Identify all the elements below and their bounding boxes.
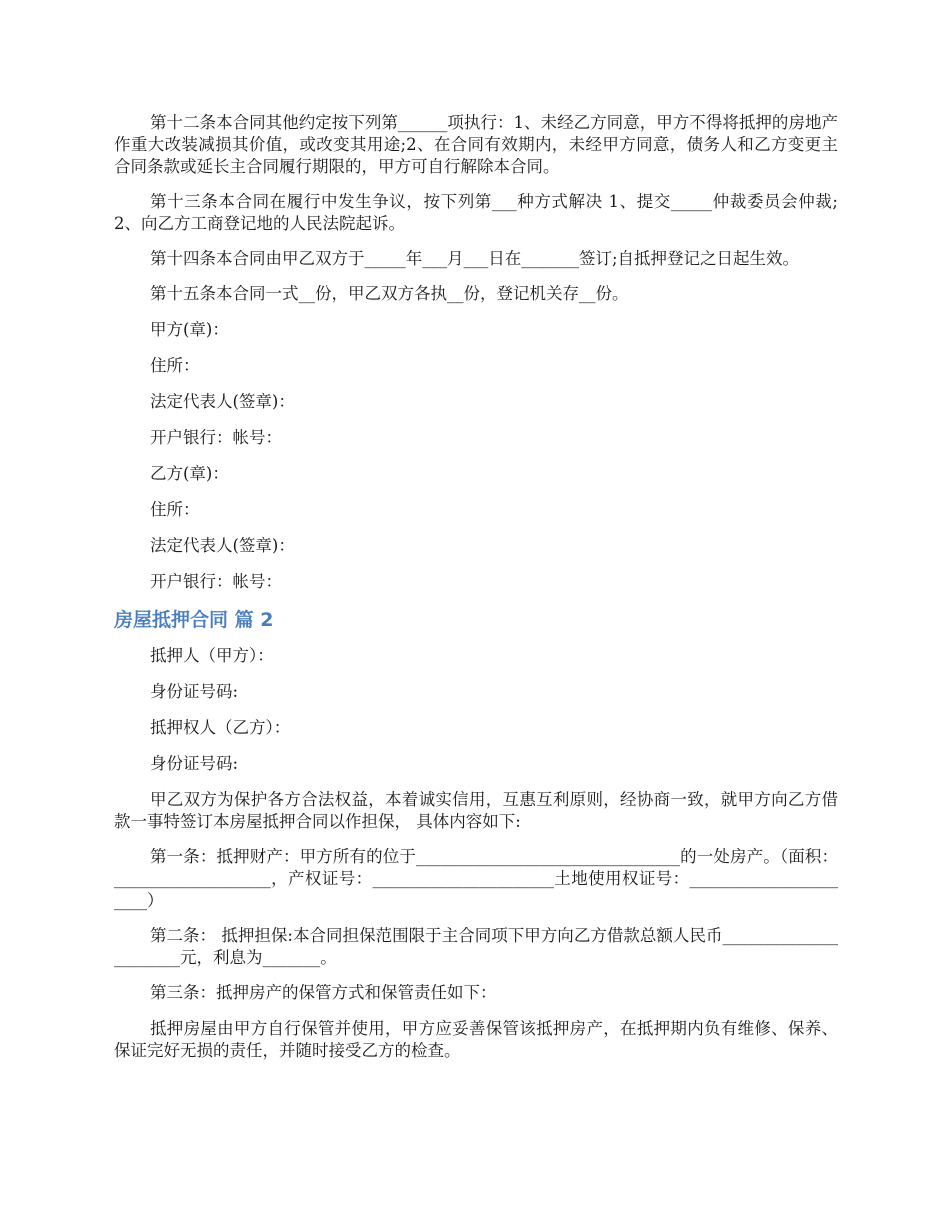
mortgagee-label: 抵押权人（乙方）： (150, 718, 291, 737)
article-14: 第十四条本合同由甲乙双方于_____年___月___日在_______签订;自抵押登记之日起生效。 (150, 249, 800, 268)
party-a-seal: 甲方(章)： (150, 320, 229, 339)
article-3-detail: 抵押房屋由甲方自行保管并使用，甲方应妥善保管该抵押房产，在抵押期内负有维修、保养、保证完好无损的责任，并随时接受乙方的检查。 (114, 1019, 838, 1060)
article-3: 第三条：抵押房产的保管方式和保管责任如下： (150, 983, 497, 1002)
party-a-representative: 法定代表人(签章)： (150, 392, 295, 411)
section-heading: 房屋抵押合同 篇 2 (114, 609, 274, 631)
article-13: 第十三条本合同在履行中发生争议，按下列第___种方式解决 1、提交_____仲裁委员会仲裁;2、向乙方工商登记地的人民法院起诉。 (114, 192, 838, 233)
party-b-bank-account: 开户银行：帐号： (150, 572, 282, 591)
article-1: 第一条：抵押财产：甲方所有的位于________________________________的一处房产。（面积：___________________，产权证号：______________________土地使用权证号：______________________） (114, 847, 838, 910)
article-2: 第二条： 抵押担保:本合同担保范围限于主合同项下甲方向乙方借款总额人民币______________________元，利息为_______。 (114, 926, 838, 967)
mortgagor-id-label: 身份证号码: (150, 682, 239, 701)
document-page (114, 112, 838, 1075)
mortgagee-id-label: 身份证号码: (150, 754, 239, 773)
party-b-address: 住所： (150, 500, 200, 519)
party-b-representative: 法定代表人(签章)： (150, 536, 295, 555)
party-b-seal: 乙方(章)： (150, 464, 229, 483)
party-a-address: 住所： (150, 356, 200, 375)
article-12: 第十二条本合同其他约定按下列第______项执行：1、未经乙方同意，甲方不得将抵押的房地产作重大改装减损其价值，或改变其用途;2、在合同有效期内，未经甲方同意，债务人和乙方变更主合同条款或延长主合同履行期限的，甲方可自行解除本合同。 (114, 113, 838, 176)
article-15: 第十五条本合同一式__份，甲乙双方各执__份，登记机关存__份。 (150, 284, 629, 303)
preamble: 甲乙双方为保护各方合法权益，本着诚实信用，互惠互利原则，经协商一致，就甲方向乙方借款一事特签订本房屋抵押合同以作担保， 具体内容如下: (114, 790, 838, 831)
mortgagor-label: 抵押人（甲方）： (150, 646, 274, 665)
party-a-bank-account: 开户银行：帐号： (150, 428, 282, 447)
